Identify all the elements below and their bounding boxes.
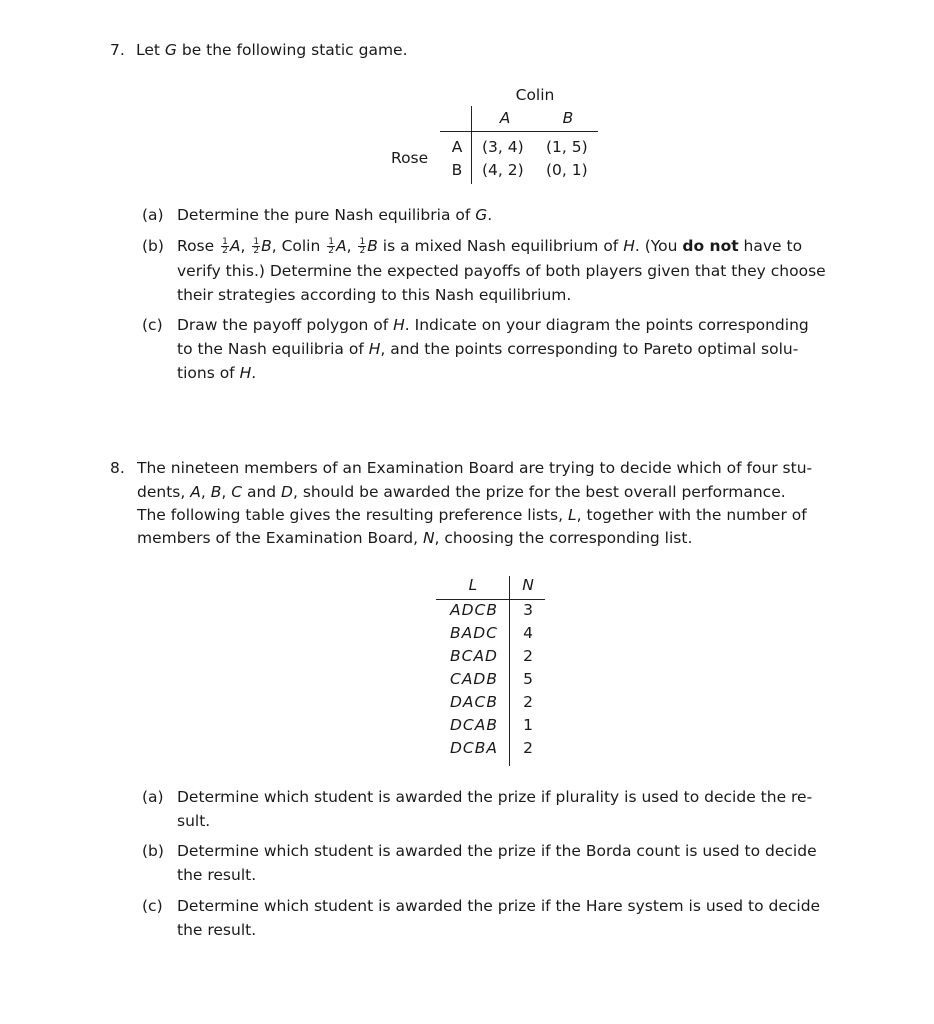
q7b-mid: is a mixed Nash equilibrium of [377, 237, 624, 255]
table-row-count: 3 [523, 601, 533, 619]
q7-intro [136, 39, 408, 61]
q8b-label: (b) [142, 842, 164, 860]
q8-line1: The nineteen members of an Examination Board are trying to decide which of four stu- [137, 459, 813, 477]
table-row-count: 4 [523, 624, 533, 642]
q7a-var: G [475, 206, 488, 224]
strategy-a: A [229, 237, 241, 255]
q7c-var: H [239, 364, 252, 382]
header-n: N [522, 576, 534, 594]
table-vline [509, 576, 510, 766]
q7c-line1: Draw the payoff polygon of H. Indicate on your diagram the points corresponding [177, 316, 809, 334]
table-row-count: 2 [523, 693, 533, 711]
q7c-var: H [368, 340, 381, 358]
q7c-var: H [393, 316, 405, 334]
strategy-b: B [261, 237, 272, 255]
table-row-list: DCAB [450, 716, 498, 734]
q7b-colin: Colin [276, 237, 326, 255]
q7b-var: H [623, 237, 635, 255]
q7b-you: . (You [634, 237, 683, 255]
fraction-half: $\frac{1}{2}$ [359, 237, 366, 256]
q7b-bold: do not [682, 237, 739, 255]
q7c-label: (c) [142, 316, 163, 334]
row-player-label: Rose [391, 149, 429, 167]
cell-ba: (4, 2) [482, 161, 524, 179]
q7b-line3: their strategies according to this Nash equilibrium. [177, 286, 572, 304]
q8a-label: (a) [142, 788, 164, 806]
q8-number: 8. [110, 459, 125, 477]
q7b-label: (b) [142, 237, 164, 255]
cell-ab: (1, 5) [546, 138, 588, 156]
table-row-list: BCAD [450, 647, 498, 665]
table-hline [440, 131, 598, 132]
col-player-label: Colin [515, 86, 555, 104]
q8b-line2: the result. [177, 866, 257, 884]
table-row-count: 1 [523, 716, 533, 734]
q7b-rest1: have to [738, 237, 803, 255]
table-row-count: 2 [523, 739, 533, 757]
q7a-post: . [487, 206, 493, 224]
table-row-list: ADCB [450, 601, 498, 619]
q7b-line1: Rose $\frac{1}{2}$ A, $\frac{1}{2}$ B, Colin $\frac{1}{2}$ A, $\frac{1}{2}$ B is a mixed Nash equilibrium of H. (You do not have to [177, 237, 803, 256]
q8-line3: The following table gives the resulting preference lists, L, together with the number of [137, 506, 807, 524]
q8c-label: (c) [142, 897, 163, 915]
q8a-line1: Determine which student is awarded the prize if plurality is used to decide the re- [177, 788, 813, 806]
col-header-b: B [562, 109, 574, 127]
table-vline [471, 106, 472, 184]
table-row-count: 2 [523, 647, 533, 665]
q8c-line2: the result. [177, 921, 257, 939]
cell-bb: (0, 1) [546, 161, 588, 179]
q8b-line1: Determine which student is awarded the prize if the Borda count is used to decide [177, 842, 817, 860]
fraction-half: $\frac{1}{2}$ [253, 237, 260, 256]
q7-intro-pre: Let [136, 41, 165, 59]
q8-line2: dents, A, B, C and D, should be awarded the prize for the best overall performance. [137, 483, 786, 501]
col-header-a: A [499, 109, 511, 127]
q7-number: 7. [110, 41, 125, 59]
q7c-line3: tions of H. [177, 364, 257, 382]
q7-intro-var: G [164, 41, 177, 59]
q7c-line2: to the Nash equilibria of H, and the points corresponding to Pareto optimal solu- [177, 340, 799, 358]
q7a-text [177, 204, 492, 226]
table-row-list: CADB [450, 670, 498, 688]
table-row-list: DCBA [450, 739, 498, 757]
q7a-pre: Determine the pure Nash equilibria of [177, 206, 476, 224]
fraction-half: $\frac{1}{2}$ [328, 237, 334, 256]
table-row-list: BADC [450, 624, 498, 642]
q7b-line2: verify this.) Determine the expected payoffs of both players given that they choose [177, 262, 826, 280]
strategy-a: A [335, 237, 347, 255]
table-row-count: 5 [523, 670, 533, 688]
strategy-b: B [367, 237, 378, 255]
q7a-label: (a) [142, 206, 164, 224]
q8-line4: members of the Examination Board, N, choosing the corresponding list. [137, 529, 693, 547]
q8c-line1: Determine which student is awarded the prize if the Hare system is used to decide [177, 897, 821, 915]
row-label-a: A [451, 138, 463, 156]
table-row-list: DACB [450, 693, 498, 711]
fraction-half: $\frac{1}{2}$ [222, 237, 228, 256]
q7b-rose: Rose [177, 237, 220, 255]
q8a-line2: sult. [177, 812, 211, 830]
q7-intro-post: be the following static game. [176, 41, 408, 59]
cell-aa: (3, 4) [482, 138, 524, 156]
header-l: L [468, 576, 478, 594]
row-label-b: B [451, 161, 463, 179]
